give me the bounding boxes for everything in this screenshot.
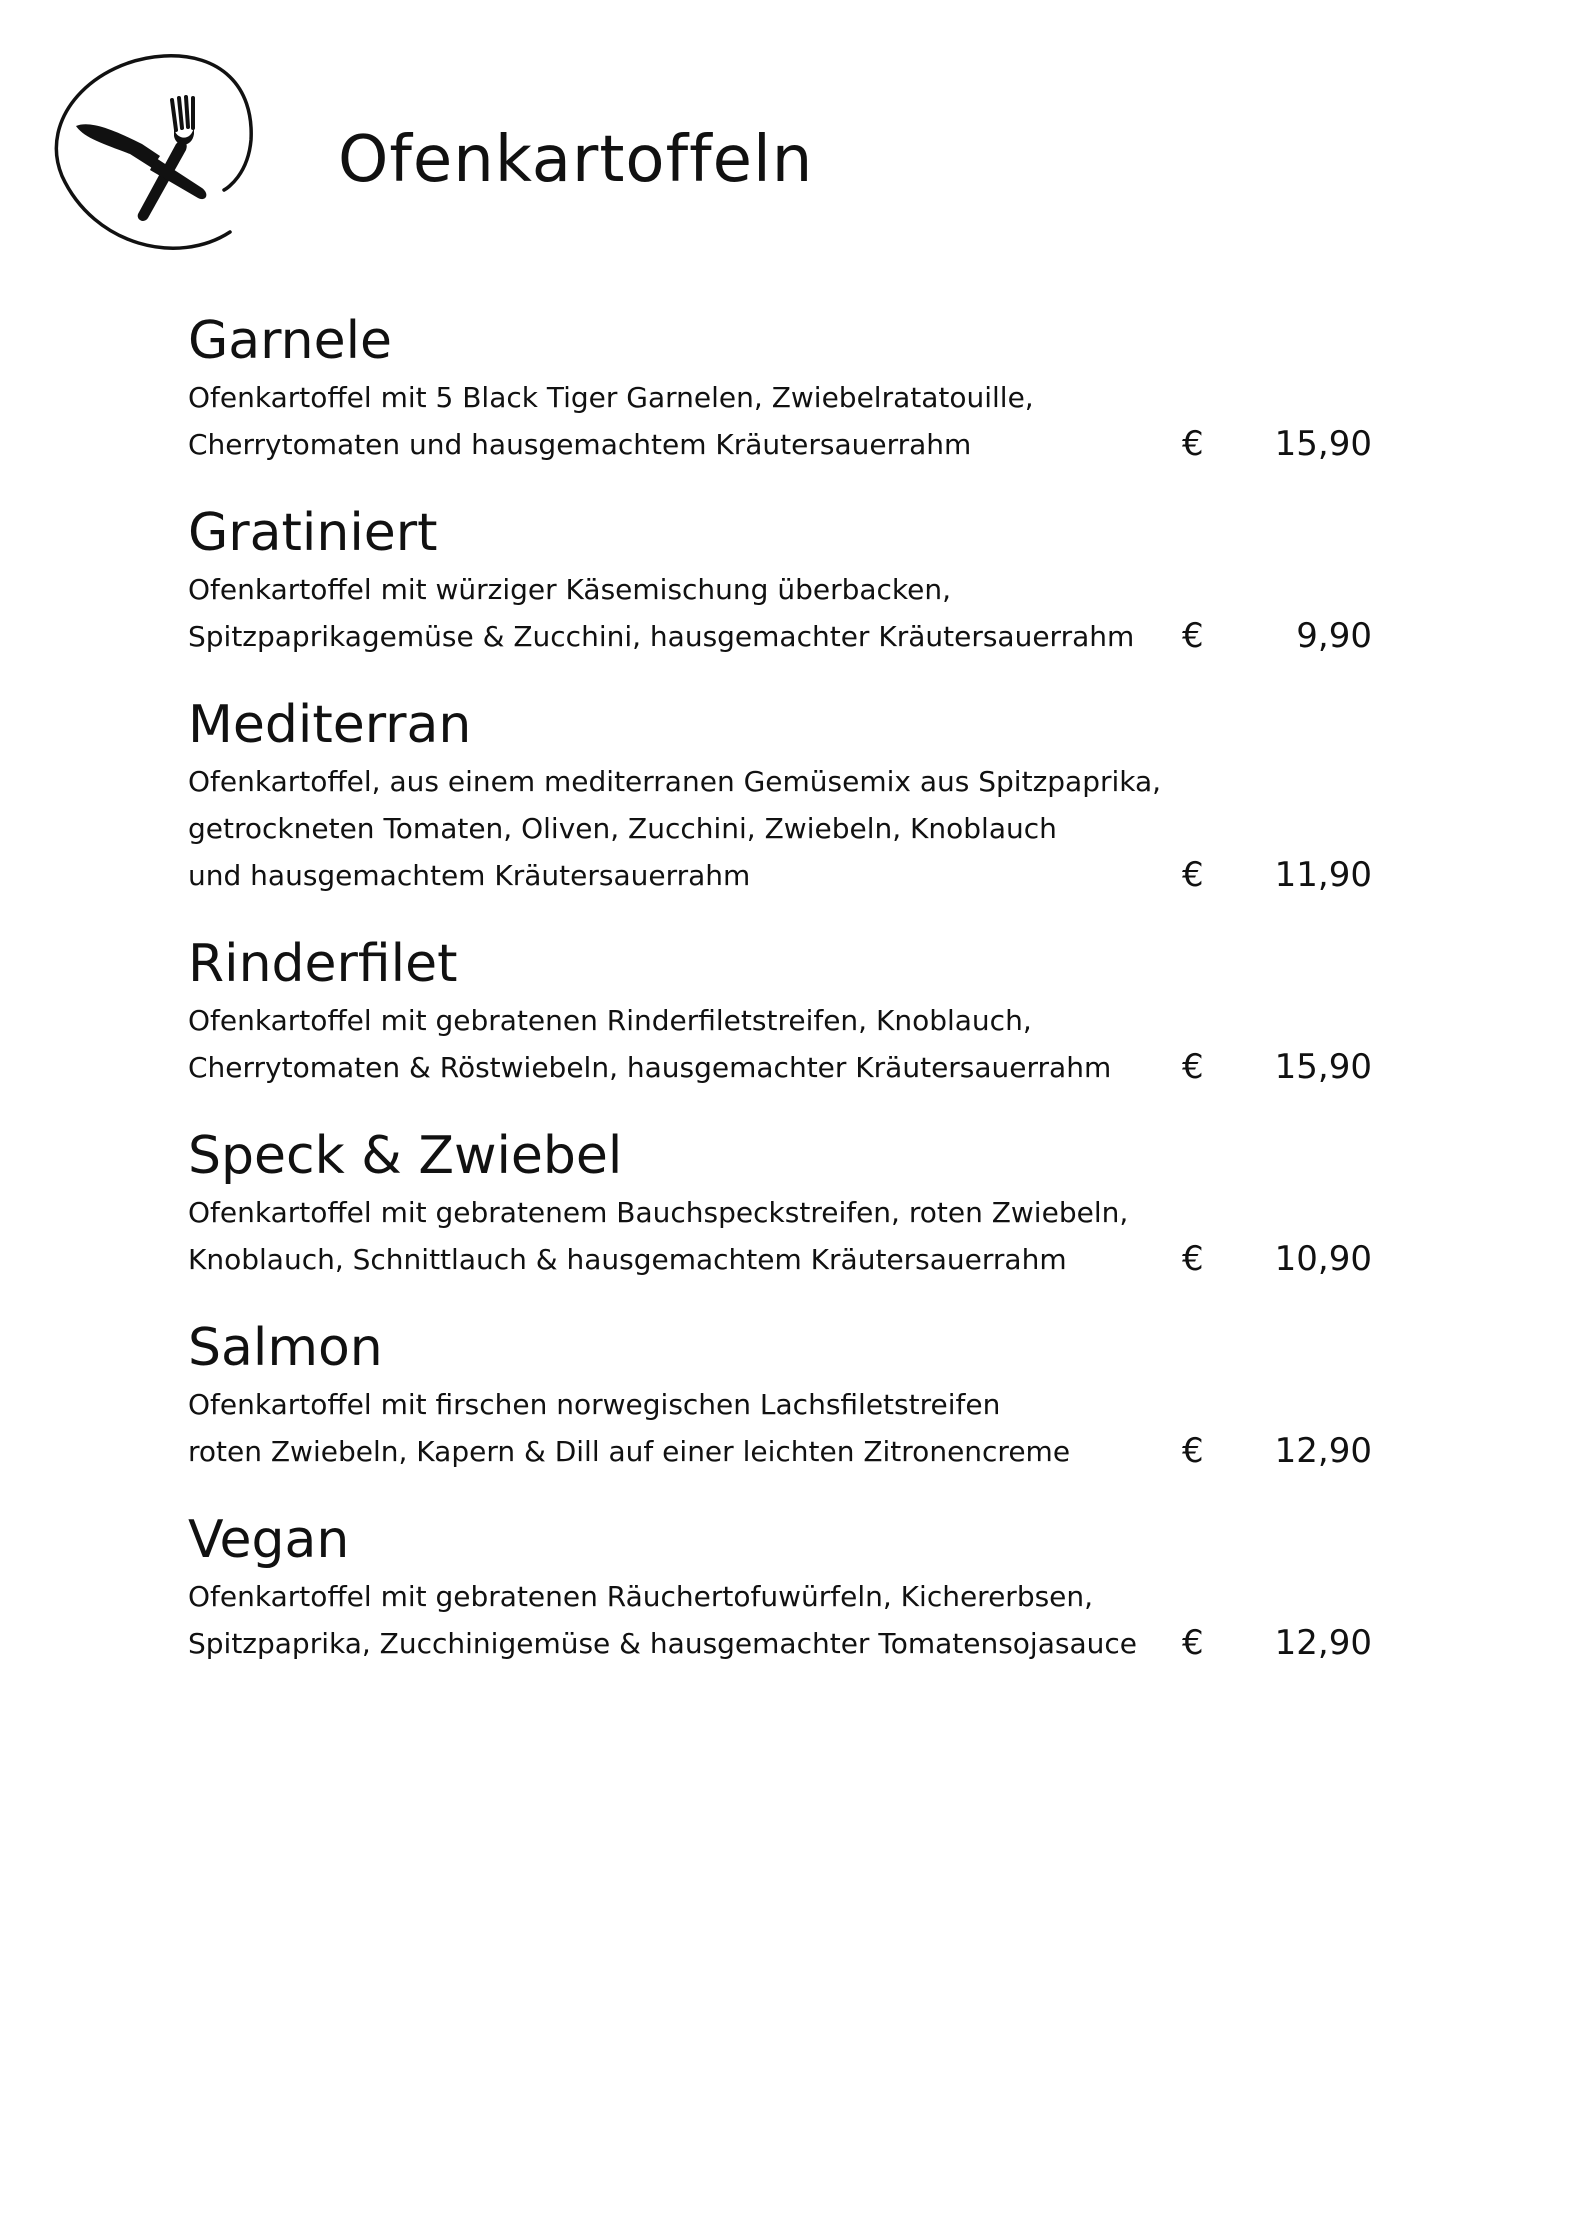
item-description bbox=[188, 566, 1188, 660]
item-description-line: Ofenkartoffel mit gebratenen Räuchertofuwürfeln, Kichererbsen, bbox=[188, 1580, 1094, 1613]
knife-fork-plate-icon bbox=[52, 48, 262, 258]
item-name: Salmon bbox=[188, 1318, 383, 1378]
item-name: Speck & Zwiebel bbox=[188, 1126, 623, 1186]
item-description-line: und hausgemachtem Kräutersauerrahm bbox=[188, 859, 751, 892]
currency-symbol: € bbox=[1182, 1239, 1204, 1279]
item-name: Mediterran bbox=[188, 695, 472, 755]
item-description bbox=[188, 1189, 1188, 1283]
item-price bbox=[1182, 1620, 1372, 1667]
item-description-line: Cherrytomaten & Röstwiebeln, hausgemachter Kräutersauerrahm bbox=[188, 1051, 1112, 1084]
price-amount: 15,90 bbox=[1274, 1047, 1372, 1087]
menu-list bbox=[188, 308, 1372, 1699]
price-amount: 11,90 bbox=[1274, 855, 1372, 895]
item-name: Gratiniert bbox=[188, 503, 438, 563]
item-description-line: roten Zwiebeln, Kapern & Dill auf einer leichten Zitronencreme bbox=[188, 1435, 1071, 1468]
item-description bbox=[188, 1573, 1188, 1667]
currency-symbol: € bbox=[1182, 855, 1204, 895]
price-amount: 15,90 bbox=[1274, 424, 1372, 464]
menu-item-vegan bbox=[188, 1507, 1372, 1667]
currency-symbol: € bbox=[1182, 1623, 1204, 1663]
item-name: Vegan bbox=[188, 1510, 350, 1570]
item-description bbox=[188, 374, 1188, 468]
item-description-line: Ofenkartoffel mit 5 Black Tiger Garnelen, Zwiebelratatouille, bbox=[188, 381, 1034, 414]
item-price bbox=[1182, 421, 1372, 468]
price-amount: 10,90 bbox=[1274, 1239, 1372, 1279]
item-price bbox=[1182, 1428, 1372, 1475]
menu-item-speck-zwiebel bbox=[188, 1123, 1372, 1283]
price-amount: 12,90 bbox=[1274, 1431, 1372, 1471]
currency-symbol: € bbox=[1182, 1047, 1204, 1087]
menu-item-mediterran bbox=[188, 692, 1372, 899]
item-description-line: Ofenkartoffel, aus einem mediterranen Gemüsemix aus Spitzpaprika, bbox=[188, 765, 1162, 798]
price-amount: 9,90 bbox=[1296, 616, 1372, 656]
menu-item-salmon bbox=[188, 1315, 1372, 1475]
item-description-line: Spitzpaprika, Zucchinigemüse & hausgemachter Tomatensojasauce bbox=[188, 1627, 1137, 1660]
item-description bbox=[188, 1381, 1188, 1475]
currency-symbol: € bbox=[1182, 1431, 1204, 1471]
item-name: Rinderfilet bbox=[188, 934, 458, 994]
item-description-line: Ofenkartoffel mit gebratenen Rinderfiletstreifen, Knoblauch, bbox=[188, 1004, 1032, 1037]
item-description-line: Knoblauch, Schnittlauch & hausgemachtem Kräutersauerrahm bbox=[188, 1243, 1067, 1276]
item-price bbox=[1182, 613, 1372, 660]
currency-symbol: € bbox=[1182, 616, 1204, 656]
item-description-line: Ofenkartoffel mit gebratenem Bauchspeckstreifen, roten Zwiebeln, bbox=[188, 1196, 1129, 1229]
menu-item-gratiniert bbox=[188, 500, 1372, 660]
item-price bbox=[1182, 852, 1372, 899]
item-price bbox=[1182, 1236, 1372, 1283]
item-description-line: Spitzpaprikagemüse & Zucchini, hausgemachter Kräutersauerrahm bbox=[188, 620, 1135, 653]
item-name: Garnele bbox=[188, 311, 393, 371]
currency-symbol: € bbox=[1182, 424, 1204, 464]
price-amount: 12,90 bbox=[1274, 1623, 1372, 1663]
item-description-line: Ofenkartoffel mit firschen norwegischen Lachsfiletstreifen bbox=[188, 1388, 1001, 1421]
item-description bbox=[188, 997, 1188, 1091]
menu-item-garnele bbox=[188, 308, 1372, 468]
item-description-line: Ofenkartoffel mit würziger Käsemischung überbacken, bbox=[188, 573, 952, 606]
item-description bbox=[188, 758, 1188, 899]
page-title: Ofenkartoffeln bbox=[338, 123, 814, 197]
item-description-line: getrockneten Tomaten, Oliven, Zucchini, Zwiebeln, Knoblauch bbox=[188, 812, 1057, 845]
menu-item-rinderfilet bbox=[188, 931, 1372, 1091]
item-price bbox=[1182, 1044, 1372, 1091]
item-description-line: Cherrytomaten und hausgemachtem Kräutersauerrahm bbox=[188, 428, 972, 461]
